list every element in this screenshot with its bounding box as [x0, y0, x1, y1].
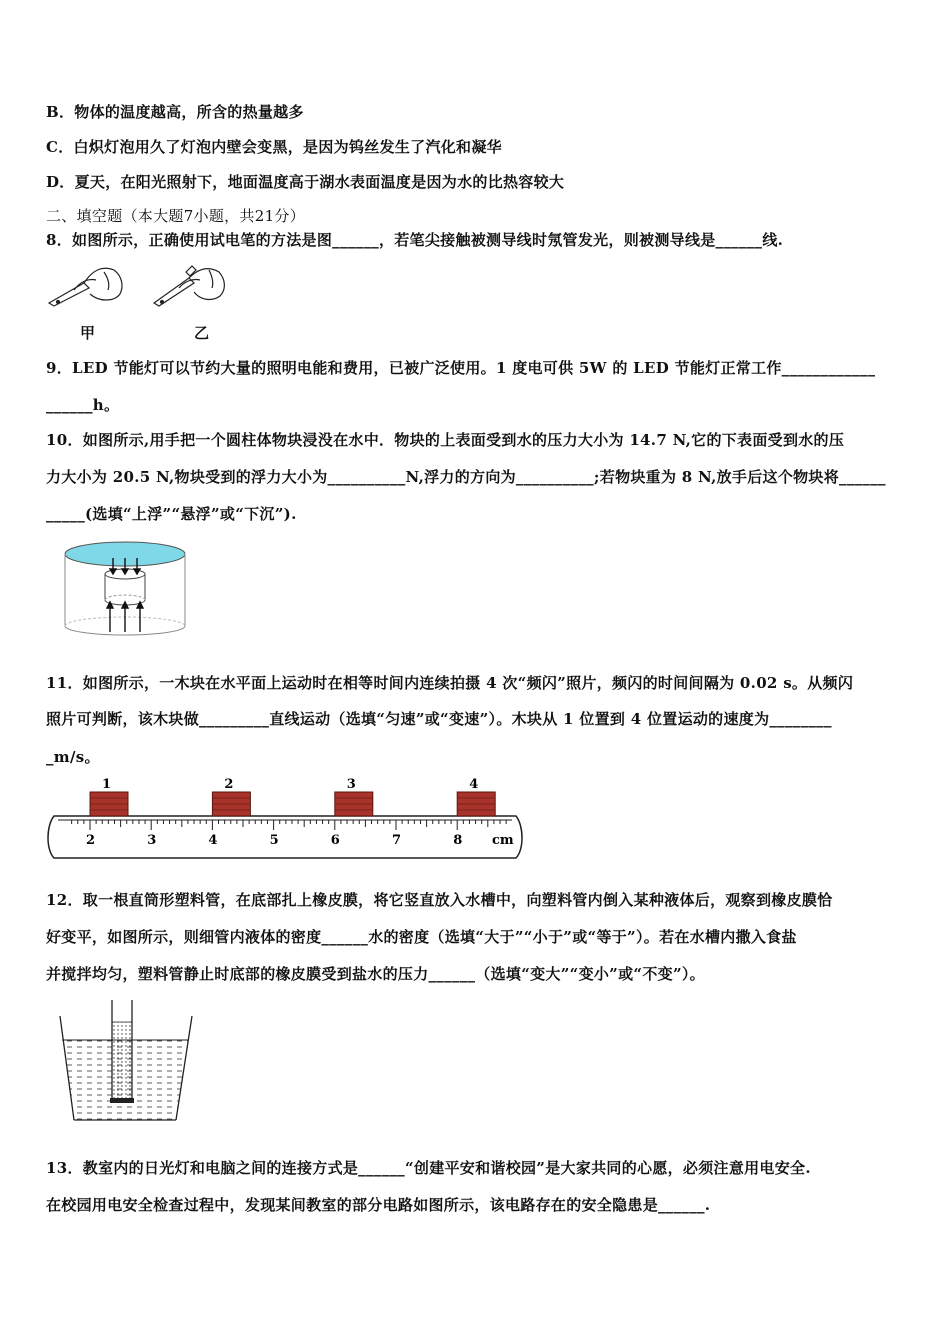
wooden-block — [90, 777, 128, 816]
question-11-line1: 11．如图所示，一木块在水平面上运动时在相等时间内连续拍摄 4 次“频闪”照片，频闪的时间间隔为 0.02 s。从频闪 — [46, 674, 854, 692]
section-heading: 二、填空题（本大题7小题，共21分） — [46, 207, 306, 225]
tube-tank-drawing — [56, 996, 198, 1126]
ruler-tick-label: 3 — [147, 833, 157, 848]
question-13-line1: 13．教室内的日光灯和电脑之间的连接方式是______“创建平安和谐校园”是大家共同的心愿，必须注意用电安全. — [46, 1159, 811, 1177]
question-12-line3: 并搅拌均匀，塑料管静止时底部的橡皮膜受到盐水的压力______（选填“变大”“变小”或“不变”）。 — [46, 965, 705, 983]
test-pen-drawing — [44, 258, 234, 318]
block-position-label: 2 — [224, 777, 234, 792]
question-12-line1: 12．取一根直筒形塑料管，在底部扎上橡皮膜，将它竖直放入水槽中，向塑料管内倒入某种液体后，观察到橡皮膜恰 — [46, 891, 833, 909]
question-9-line2: ______h。 — [46, 396, 120, 414]
ruler-unit-label: cm — [492, 833, 514, 848]
figure-test-pen — [44, 258, 234, 348]
question-10-line2: 力大小为 20.5 N,物块受到的浮力大小为__________N,浮力的方向为__________;若物块重为 8 N,放手后这个物块将______ — [46, 468, 886, 486]
block-position-label: 3 — [346, 777, 356, 792]
ruler-tick-label: 8 — [453, 833, 463, 848]
block-position-label: 1 — [102, 777, 112, 792]
option-d: D．夏天，在阳光照射下，地面温度高于湖水表面温度是因为水的比热容较大 — [46, 173, 565, 191]
ruler-tick-label: 6 — [330, 833, 340, 848]
figure-ruler — [44, 774, 528, 866]
figure-label-yi: 乙 — [194, 324, 210, 342]
ruler-tick-label: 7 — [392, 833, 402, 848]
question-13-line2: 在校园用电安全检查过程中，发现某间教室的部分电路如图所示，该电路存在的安全隐患是______. — [46, 1196, 711, 1214]
ruler-tick-label: 4 — [208, 833, 218, 848]
wooden-block — [457, 777, 495, 816]
question-11-line2: 照片可判断，该木块做_________直线运动（选填“匀速”或“变速”）。木块从 1 位置到 4 位置运动的速度为________ — [46, 710, 832, 728]
question-12-line2: 好变平，如图所示，则细管内液体的密度______水的密度（选填“大于”“小于”或“等于”）。若在水槽内撒入食盐 — [46, 928, 797, 946]
question-11-line3: _m/s。 — [46, 748, 100, 766]
figure-label-jia: 甲 — [80, 324, 96, 342]
wooden-block — [335, 777, 373, 816]
question-8: 8．如图所示，正确使用试电笔的方法是图______，若笔尖接触被测导线时氖管发光，则被测导线是______线. — [46, 231, 784, 249]
block-position-label: 4 — [469, 777, 479, 792]
figure-tube-in-tank — [56, 996, 198, 1126]
ruler-drawing — [44, 774, 528, 866]
question-10-line1: 10．如图所示,用手把一个圆柱体物块浸没在水中．物块的上表面受到水的压力大小为 14.7 N,它的下表面受到水的压 — [46, 431, 845, 449]
option-b: B．物体的温度越高，所含的热量越多 — [46, 103, 304, 121]
submerged-block-drawing — [60, 536, 190, 636]
ruler-tick-label: 5 — [269, 833, 279, 848]
ruler-tick-label: 2 — [86, 833, 96, 848]
figure-submerged-block — [60, 536, 190, 636]
question-10-line3: _____(选填“上浮”“悬浮”或“下沉”). — [46, 505, 297, 523]
question-9-line1: 9．LED 节能灯可以节约大量的照明电能和费用，已被广泛使用。1 度电可供 5W 的 LED 节能灯正常工作____________ — [46, 359, 876, 377]
wooden-block — [212, 777, 250, 816]
option-c: C．白炽灯泡用久了灯泡内壁会变黑，是因为钨丝发生了汽化和凝华 — [46, 138, 502, 156]
